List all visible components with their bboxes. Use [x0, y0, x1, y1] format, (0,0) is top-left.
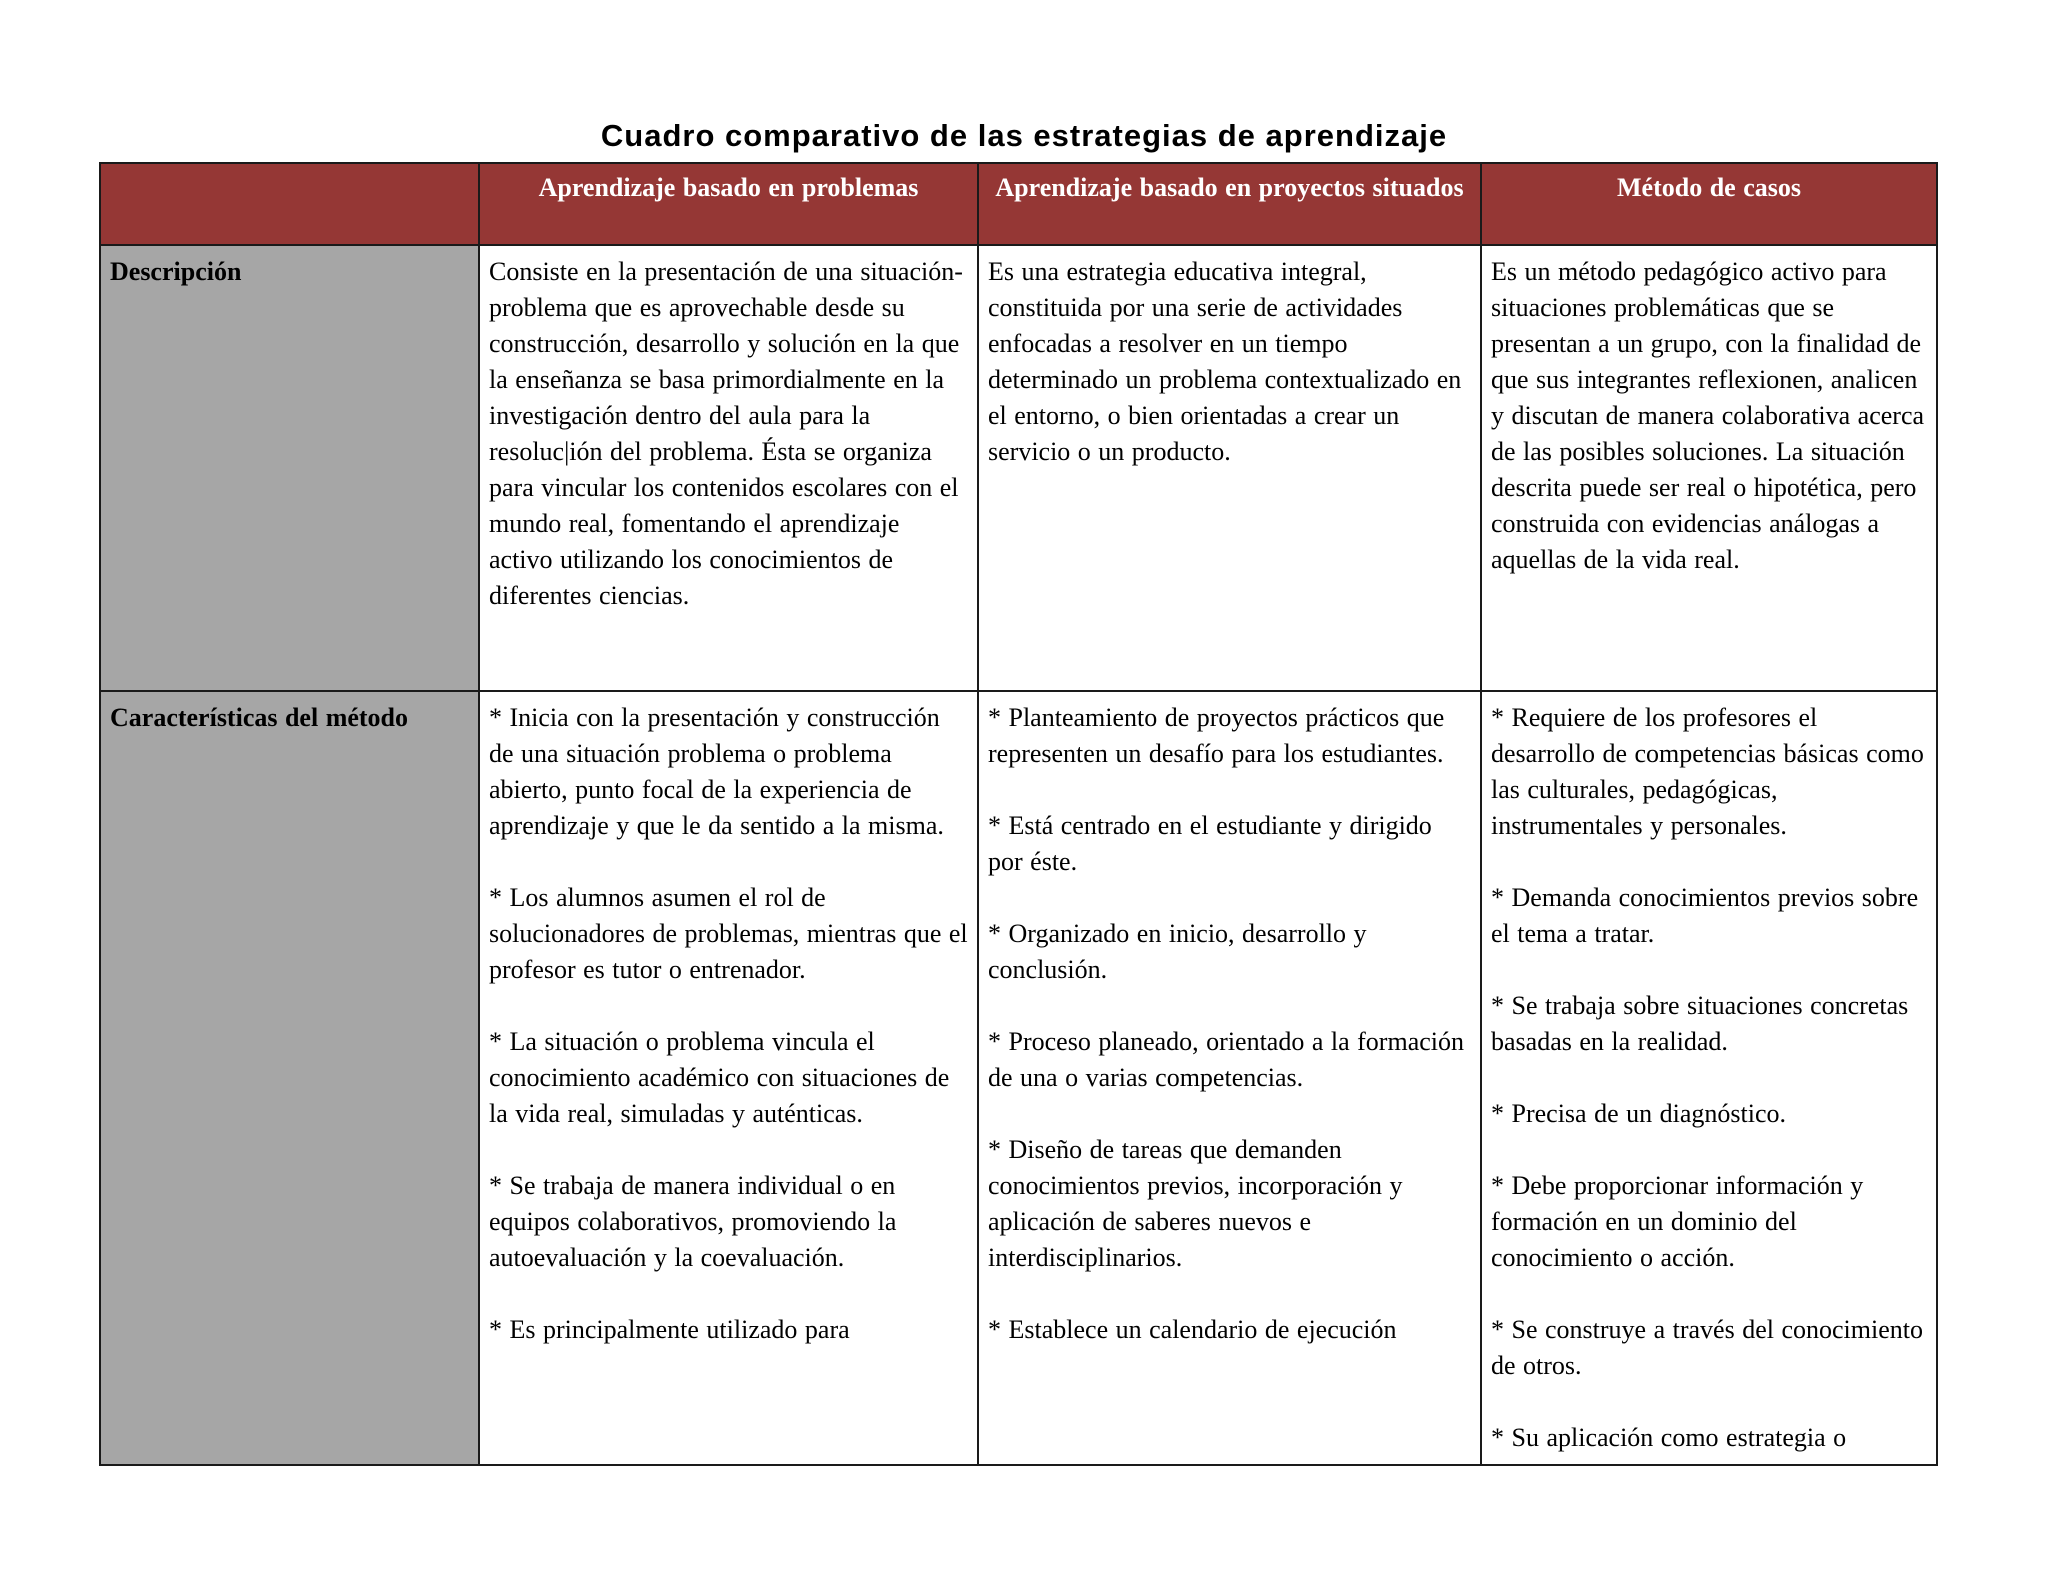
list-item: * Organizado en inicio, desarrollo y conclusión. — [988, 919, 1367, 984]
list-item: * Planteamiento de proyectos prácticos que representen un desafío para los estudiantes. — [988, 703, 1445, 768]
cell-descripcion-proyectos: Es una estrategia educativa integral, constituida por una serie de actividades enfocadas a resolver en un tiempo determinado un problema contextualizado en el entorno, o bien orientadas a crear un servicio o un producto. — [978, 245, 1481, 691]
cell-caracteristicas-problemas — [479, 691, 978, 1465]
header-corner-cell — [100, 163, 479, 245]
cell-descripcion-problemas: Consiste en la presentación de una situación-problema que es aprovechable desde su construcción, desarrollo y solución en la que la enseñanza se basa primordialmente en la investigación dentro del aula para la resoluc|ión del problema. Ésta se organiza para vincular los contenidos escolares con el mundo real, fomentando el aprendizaje activo utilizando los conocimientos de diferentes ciencias. — [479, 245, 978, 691]
header-casos: Método de casos — [1481, 163, 1937, 245]
list-item: * La situación o problema vincula el conocimiento académico con situaciones de la vida real, simuladas y auténticas. — [489, 1027, 950, 1128]
list-item: * Proceso planeado, orientado a la formación de una o varias competencias. — [988, 1027, 1464, 1092]
list-item: * Se trabaja sobre situaciones concretas basadas en la realidad. — [1491, 991, 1909, 1056]
list-item: * Establece un calendario de ejecución — [988, 1315, 1397, 1344]
list-item: * Su aplicación como estrategia o — [1491, 1423, 1847, 1452]
header-problemas: Aprendizaje basado en problemas — [479, 163, 978, 245]
list-item: * Los alumnos asumen el rol de solucionadores de problemas, mientras que el profesor es tutor o entrenador. — [489, 883, 968, 984]
cell-caracteristicas-casos — [1481, 691, 1937, 1465]
list-item: * Requiere de los profesores el desarrollo de competencias básicas como las culturales, pedagógicas, instrumentales y personales. — [1491, 703, 1924, 840]
list-item: * Se construye a través del conocimiento de otros. — [1491, 1315, 1923, 1380]
list-item: * Se trabaja de manera individual o en equipos colaborativos, promoviendo la autoevaluación y la coevaluación. — [489, 1171, 897, 1272]
table-row-caracteristicas — [100, 691, 1937, 1465]
cell-descripcion-casos: Es un método pedagógico activo para situaciones problemáticas que se presentan a un grupo, con la finalidad de que sus integrantes reflexionen, analicen y discutan de manera colaborativa acerca de las posibles soluciones. La situación descrita puede ser real o hipotética, pero construida con evidencias análogas a aquellas de la vida real. — [1481, 245, 1937, 691]
table-header-row — [100, 163, 1937, 245]
header-proyectos: Aprendizaje basado en proyectos situados — [978, 163, 1481, 245]
list-item: * Inicia con la presentación y construcción de una situación problema o problema abierto, punto focal de la experiencia de aprendizaje y que le da sentido a la misma. — [489, 703, 944, 840]
list-item: * Diseño de tareas que demanden conocimientos previos, incorporación y aplicación de saberes nuevos e interdisciplinarios. — [988, 1135, 1403, 1272]
document-title: Cuadro comparativo de las estrategias de aprendizaje — [600, 118, 1448, 153]
comparison-table — [99, 162, 1938, 1466]
list-item: * Demanda conocimientos previos sobre el tema a tratar. — [1491, 883, 1919, 948]
cell-caracteristicas-proyectos — [978, 691, 1481, 1465]
list-item: * Precisa de un diagnóstico. — [1491, 1099, 1786, 1128]
row-label-caracteristicas: Características del método — [100, 691, 479, 1465]
list-item: * Debe proporcionar información y formación en un dominio del conocimiento o acción. — [1491, 1171, 1864, 1272]
list-item: * Está centrado en el estudiante y dirigido por éste. — [988, 811, 1432, 876]
row-label-descripcion: Descripción — [100, 245, 479, 691]
list-item: * Es principalmente utilizado para — [489, 1315, 850, 1344]
table-row-descripcion — [100, 245, 1937, 691]
